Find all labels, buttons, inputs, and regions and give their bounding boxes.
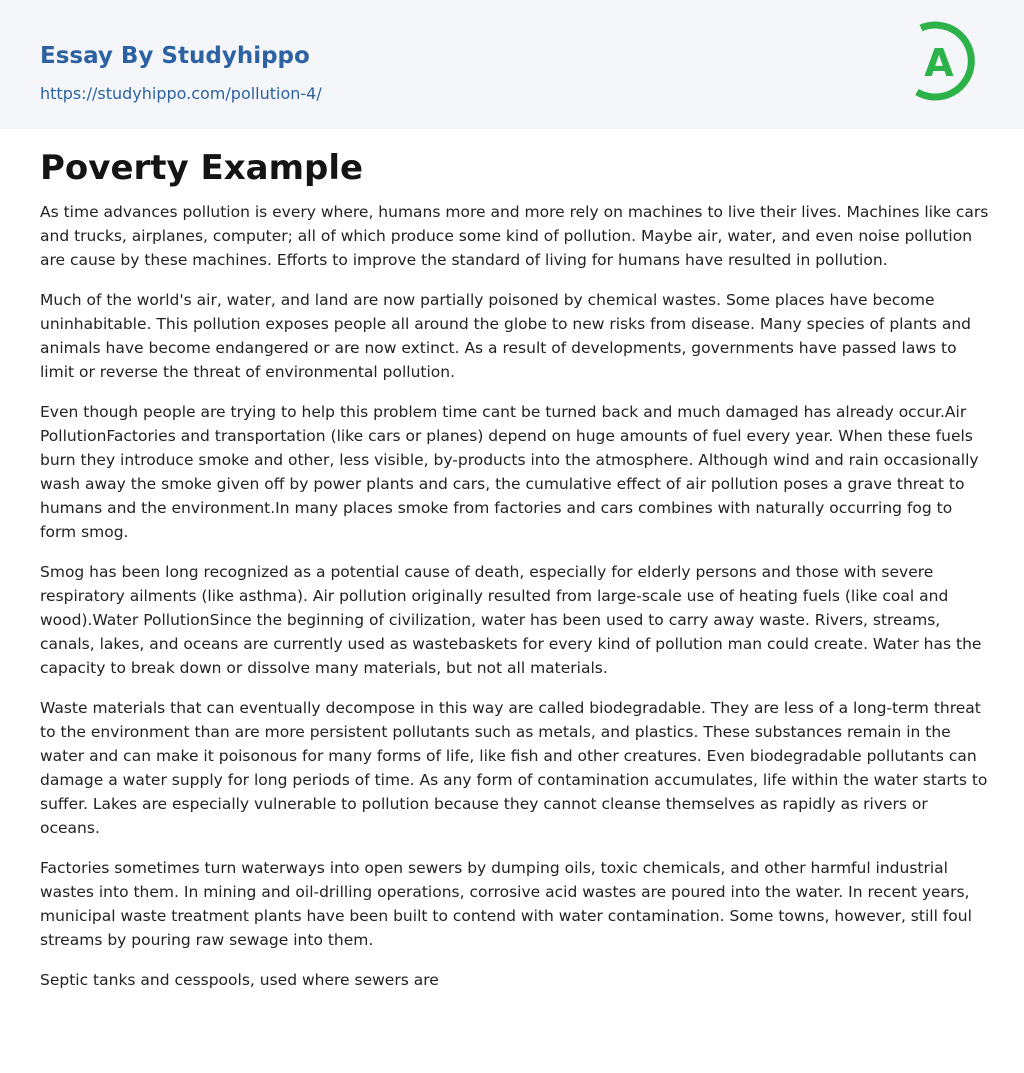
studyhippo-logo-icon <box>905 18 989 106</box>
essay-paragraph: Much of the world's air, water, and land are now partially poisoned by chemical wastes. Some places have become uninhabitable. This pollution exposes people all around the globe to new risks from disease. Many species of plants and animals have become endangered or are now extinct. As a result of developments, governments have passed laws to limit or reverse the threat of environmental pollution. <box>40 291 972 381</box>
source-url-link[interactable]: https://studyhippo.com/pollution-4/ <box>40 84 322 103</box>
essay-body <box>40 200 990 1008</box>
essay-paragraph: Septic tanks and cesspools, used where sewers are <box>40 971 439 989</box>
logo-letter: A <box>924 41 954 85</box>
essay-paragraph: Smog has been long recognized as a potential cause of death, especially for elderly persons and those with severe respiratory ailments (like asthma). Air pollution originally resulted from large-scale use of heating fuels (like coal and wood).Water PollutionSince the beginning of civilization, water has been used to carry away waste. Rivers, streams, canals, lakes, and oceans are currently used as wastebaskets for every kind of pollution man could create. Water has the capacity to break down or dissolve many materials, but not all materials. <box>40 563 982 677</box>
essay-paragraph: As time advances pollution is every where, humans more and more rely on machines to live their lives. Machines like cars and trucks, airplanes, computer; all of which produce some kind of pollution. Maybe air, water, and even noise pollution are cause by these machines. Efforts to improve the standard of living for humans have resulted in pollution. <box>40 203 989 269</box>
page-title: Poverty Example <box>40 148 364 188</box>
essay-paragraph: Even though people are trying to help this problem time cant be turned back and much damaged has already occur.Air PollutionFactories and transportation (like cars or planes) depend on huge amounts of fuel every year. When these fuels burn they introduce smoke and other, less visible, by-products into the atmosphere. Although wind and rain occasionally wash away the smoke given off by power plants and cars, the cumulative effect of air pollution poses a grave threat to humans and the environment.In many places smoke from factories and cars combines with naturally occurring fog to form smog. <box>40 403 979 541</box>
essay-paragraph: Factories sometimes turn waterways into open sewers by dumping oils, toxic chemicals, and other harmful industrial wastes into them. In mining and oil-drilling operations, corrosive acid wastes are poured into the water. In recent years, municipal waste treatment plants have been built to contend with water contamination. Some towns, however, still foul streams by pouring raw sewage into them. <box>40 859 972 949</box>
essay-paragraph: Waste materials that can eventually decompose in this way are called biodegradable. They are less of a long-term threat to the environment than are more persistent pollutants such as metals, and plastics. These substances remain in the water and can make it poisonous for many forms of life, like fish and other creatures. Even biodegradable pollutants can damage a water supply for long periods of time. As any form of contamination accumulates, life within the water starts to suffer. Lakes are especially vulnerable to pollution because they cannot cleanse themselves as rapidly as rivers or oceans. <box>40 699 988 837</box>
brand-title: Essay By Studyhippo <box>40 43 310 69</box>
